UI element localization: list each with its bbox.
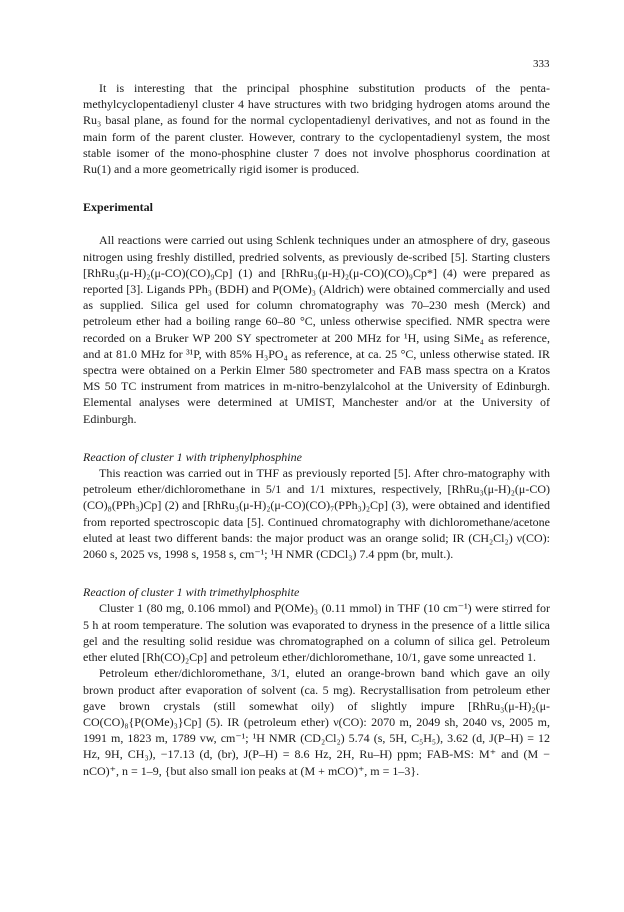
experimental-paragraph: All reactions were carried out using Schlenk techniques under an atmosphere of dry, gaseous nitrogen using freshly distilled, predried solvents, as previously de-scribed [5]. Starting clusters [RhRu₃(μ-H)₂(μ-CO)(CO)₉Cp] (1) and [RhRu₃(μ-H)₂(μ-CO)(CO)₉Cp*] (4) were prepared as reported [3]. Ligands PPh₃ (BDH) and P(OMe)₃ (Aldrich) were obtained commercially and used as supplied. Silica gel used for column chromatography was 70–230 mesh (Merck) and petroleum ether had a boiling range 60–80 °C, unless otherwise specified. NMR spectra were recorded on a Bruker WP 200 SY spectrometer at 200 MHz for ¹H, using SiMe₄ as reference, and at 81.0 MHz for ³¹P, with 85% H₃PO₄ as reference, at ca. 25 °C, unless otherwise stated. IR spectra were obtained on a Perkin Elmer 580 spectrometer and FAB mass spectra on a Kratos MS 50 TC instrument from matrices in m-nitro-benzylalcohol at the University of Edinburgh. Elemental analyses were determined at UMIST, Manchester and/or at the University of Edinburgh. [83, 233, 550, 426]
intro-paragraph: It is interesting that the principal phosphine substitution products of the penta-methylcyclopentadienyl cluster 4 have structures with two bridging hydrogen atoms around the Ru₃ basal plane, as found for the normal cyclopentadienyl derivatives, and not as found in the main form of the parent cluster. However, contrary to the cyclopentadienyl system, the most stable isomer of the mono-phosphine cluster 7 does not involve phosphorus coordination at Ru(1) and a more geometrically rigid isomer is produced. [83, 81, 550, 177]
subsection-heading-trimethylphosphite: Reaction of cluster 1 with trimethylphosphite [83, 585, 300, 600]
trimethylphosphite-paragraph-2: Petroleum ether/dichloromethane, 3/1, eluted an orange-brown band which gave an oily brown product after evaporation of solvent (ca. 5 mg). Recrystallisation from petroleum ether gave brown crystals (still somewhat oily) of slightly impure [RhRu₃(μ-H)₂(μ-CO(CO)₈{P(OMe)₃}Cp] (5). IR (petroleum ether) ν(CO): 2070 m, 2049 sh, 2040 vs, 2005 m, 1991 m, 1823 m, 1789 vw, cm⁻¹; ¹H NMR (CD₂Cl₂) 5.74 (s, 5H, C₅H₅), 3.62 (d, J(P–H) = 12 Hz, 9H, CH₃), −17.13 (d, (br), J(P–H) = 8.6 Hz, 2H, Ru–H) ppm; FAB-MS: M⁺ and (M − nCO)⁺, n = 1–9, {but also small ion peaks at (M + mCO)⁺, m = 1–3}. [83, 666, 550, 778]
experimental-heading: Experimental [83, 200, 153, 215]
subsection-heading-triphenylphosphine: Reaction of cluster 1 with triphenylphosphine [83, 449, 302, 464]
triphenylphosphine-paragraph: This reaction was carried out in THF as previously reported [5]. After chro-matography with petroleum ether/dichloromethane in 5/1 and 1/1 mixtures, respectively, [RhRu₃(μ-H)₂(μ-CO)(CO)₈(PPh₃)Cp] (2) and [RhRu₃(μ-H)₂(μ-CO)(CO)₇(PPh₃)₂Cp] (3), were obtained and identified from reported spectroscopic data [5]. Continued chromatography with dichloromethane/acetone eluted at least two different bands: the major product was an orange solid; IR (CH₂Cl₂) ν(CO): 2060 s, 2025 vs, 1998 s, 1958 s, cm⁻¹; ¹H NMR (CDCl₃) 7.4 ppm (br, mult.). [83, 466, 550, 562]
trimethylphosphite-paragraph-1: Cluster 1 (80 mg, 0.106 mmol) and P(OMe)₃ (0.11 mmol) in THF (10 cm⁻¹) were stirred for 5 h at room temperature. The solution was evaporated to dryness in the presence of a little silica gel and the resulting solid residue was chromatographed on a column of silica gel. Petroleum ether eluted [Rh(CO)₂Cp] and petroleum ether/dichloromethane, 10/1, gave some unreacted 1. [83, 601, 550, 665]
page-number: 333 [533, 58, 550, 70]
article-body [83, 80, 550, 779]
